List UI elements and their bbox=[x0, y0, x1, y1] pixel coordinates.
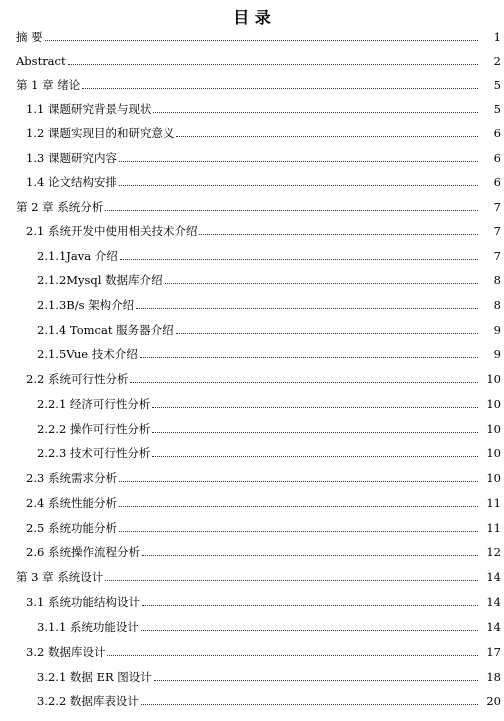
toc-entry-page: 14 bbox=[486, 595, 501, 609]
toc-entry-label: 1.4 论文结构安排 bbox=[26, 175, 117, 189]
toc-entry-2-1-3[interactable] bbox=[0, 294, 504, 312]
toc-entry-page: 6 bbox=[493, 175, 501, 189]
toc-entry-2-4[interactable] bbox=[0, 492, 504, 510]
toc-entry-page: 6 bbox=[493, 151, 501, 165]
toc-entry-page: 7 bbox=[493, 224, 501, 238]
toc-entry-label: 摘 要 bbox=[16, 30, 43, 44]
toc-entry-chapter-1[interactable] bbox=[0, 74, 504, 92]
toc-entry-page: 10 bbox=[486, 397, 501, 411]
toc-entry-2-2-3[interactable] bbox=[0, 442, 504, 460]
dot-leader bbox=[176, 135, 478, 137]
dot-leader bbox=[142, 604, 478, 606]
toc-entry-2-1-4[interactable] bbox=[0, 319, 504, 337]
toc-entry-page: 6 bbox=[493, 126, 501, 140]
toc-entry-label: 2.5 系统功能分析 bbox=[26, 521, 117, 535]
toc-entry-label: 2.2.3 技术可行性分析 bbox=[37, 446, 151, 460]
toc-entry-2-2-1[interactable] bbox=[0, 393, 504, 411]
toc-entry-page: 10 bbox=[486, 446, 501, 460]
toc-entry-3-2[interactable] bbox=[0, 641, 504, 659]
toc-entry-label: 2.2.2 操作可行性分析 bbox=[37, 422, 151, 436]
dot-leader bbox=[152, 431, 478, 433]
toc-entry-3-1-1[interactable] bbox=[0, 616, 504, 634]
dot-leader bbox=[45, 39, 478, 41]
dot-leader bbox=[105, 209, 478, 211]
toc-entry-page: 11 bbox=[486, 496, 501, 510]
toc-entry-abstract-cn[interactable] bbox=[0, 26, 504, 44]
toc-entry-label: 2.4 系统性能分析 bbox=[26, 496, 117, 510]
toc-entry-page: 5 bbox=[493, 78, 501, 92]
dot-leader bbox=[119, 505, 478, 507]
toc-entry-2-6[interactable] bbox=[0, 541, 504, 559]
dot-leader bbox=[68, 63, 478, 65]
toc-entry-page: 14 bbox=[486, 620, 501, 634]
toc-entry-page: 1 bbox=[493, 30, 501, 44]
toc-entry-page: 17 bbox=[486, 645, 501, 659]
toc-entry-chapter-2[interactable] bbox=[0, 196, 504, 214]
toc-entry-label: 1.3 课题研究内容 bbox=[26, 151, 117, 165]
toc-entry-page: 7 bbox=[493, 249, 501, 263]
toc-entry-3-2-2[interactable] bbox=[0, 690, 504, 708]
toc-entry-1-4[interactable] bbox=[0, 171, 504, 189]
dot-leader bbox=[105, 579, 478, 581]
toc-entry-label: 3.2.1 数据 ER 图设计 bbox=[37, 670, 152, 684]
toc-entry-page: 5 bbox=[493, 102, 501, 116]
dot-leader bbox=[120, 258, 478, 260]
dot-leader bbox=[176, 332, 478, 334]
dot-leader bbox=[152, 455, 478, 457]
toc-entry-page: 10 bbox=[486, 422, 501, 436]
toc-entry-page: 10 bbox=[486, 471, 501, 485]
dot-leader bbox=[140, 356, 478, 358]
dot-leader bbox=[152, 406, 478, 408]
toc-entry-label: Abstract bbox=[16, 54, 66, 68]
toc-entry-abstract-en[interactable] bbox=[0, 50, 504, 68]
toc-entry-label: 2.1.5Vue 技术介绍 bbox=[37, 347, 138, 361]
toc-entry-page: 14 bbox=[486, 570, 501, 584]
toc-entry-label: 2.2.1 经济可行性分析 bbox=[37, 397, 151, 411]
toc-entry-label: 2.1.2Mysql 数据库介绍 bbox=[37, 273, 163, 287]
toc-entry-label: 3.1 系统功能结构设计 bbox=[26, 595, 140, 609]
dot-leader bbox=[165, 282, 478, 284]
toc-entry-label: 1.2 课题实现目的和研究意义 bbox=[26, 126, 175, 140]
toc-entry-2-1[interactable] bbox=[0, 220, 504, 238]
toc-entry-label: 1.1 课题研究背景与现状 bbox=[26, 102, 152, 116]
toc-entry-2-2[interactable] bbox=[0, 368, 504, 386]
toc-entry-1-1[interactable] bbox=[0, 98, 504, 116]
toc-entry-2-1-1[interactable] bbox=[0, 245, 504, 263]
toc-entry-2-3[interactable] bbox=[0, 467, 504, 485]
toc-entry-page: 8 bbox=[493, 298, 501, 312]
dot-leader bbox=[119, 530, 478, 532]
toc-entry-label: 3.2.2 数据库表设计 bbox=[37, 694, 139, 708]
toc-entry-page: 12 bbox=[486, 545, 501, 559]
dot-leader bbox=[130, 381, 478, 383]
toc-entry-label: 第 2 章 系统分析 bbox=[16, 200, 104, 214]
toc-entry-label: 2.2 系统可行性分析 bbox=[26, 372, 129, 386]
dot-leader bbox=[142, 554, 478, 556]
toc-entry-label: 3.2 数据库设计 bbox=[26, 645, 106, 659]
toc-entry-page: 7 bbox=[493, 200, 501, 214]
toc-entry-label: 2.1.4 Tomcat 服务器介绍 bbox=[37, 323, 174, 337]
toc-entry-page: 9 bbox=[493, 347, 501, 361]
toc-entry-page: 18 bbox=[486, 670, 501, 684]
toc-title: 目 录 bbox=[233, 8, 271, 27]
dot-leader bbox=[107, 654, 478, 656]
toc-entry-page: 2 bbox=[493, 54, 501, 68]
toc-entry-label: 第 3 章 系统设计 bbox=[16, 570, 104, 584]
toc-entry-3-2-1[interactable] bbox=[0, 666, 504, 684]
toc-entry-3-1[interactable] bbox=[0, 591, 504, 609]
toc-entry-label: 第 1 章 绪论 bbox=[16, 78, 81, 92]
toc-entry-2-5[interactable] bbox=[0, 517, 504, 535]
dot-leader bbox=[119, 160, 478, 162]
toc-entry-label: 2.1.3B/s 架构介绍 bbox=[37, 298, 135, 312]
toc-entry-label: 2.6 系统操作流程分析 bbox=[26, 545, 140, 559]
dot-leader bbox=[199, 233, 478, 235]
toc-entry-label: 2.1.1Java 介绍 bbox=[37, 249, 118, 263]
toc-entry-label: 2.3 系统需求分析 bbox=[26, 471, 117, 485]
toc-entry-2-1-2[interactable] bbox=[0, 269, 504, 287]
dot-leader bbox=[119, 184, 478, 186]
toc-entry-page: 20 bbox=[486, 694, 501, 708]
dot-leader bbox=[141, 703, 478, 705]
toc-entry-page: 10 bbox=[486, 372, 501, 386]
dot-leader bbox=[154, 679, 478, 681]
toc-entry-chapter-3[interactable] bbox=[0, 566, 504, 584]
dot-leader bbox=[153, 111, 478, 113]
dot-leader bbox=[136, 307, 478, 309]
toc-entry-2-2-2[interactable] bbox=[0, 418, 504, 436]
toc-entry-page: 9 bbox=[493, 323, 501, 337]
toc-entry-page: 8 bbox=[493, 273, 501, 287]
toc-entry-2-1-5[interactable] bbox=[0, 343, 504, 361]
dot-leader bbox=[119, 480, 478, 482]
toc-entry-1-3[interactable] bbox=[0, 147, 504, 165]
dot-leader bbox=[141, 629, 478, 631]
toc-entry-label: 2.1 系统开发中使用相关技术介绍 bbox=[26, 224, 198, 238]
toc-entry-page: 11 bbox=[486, 521, 501, 535]
toc-entry-1-2[interactable] bbox=[0, 122, 504, 140]
toc-entry-label: 3.1.1 系统功能设计 bbox=[37, 620, 139, 634]
dot-leader bbox=[82, 87, 478, 89]
